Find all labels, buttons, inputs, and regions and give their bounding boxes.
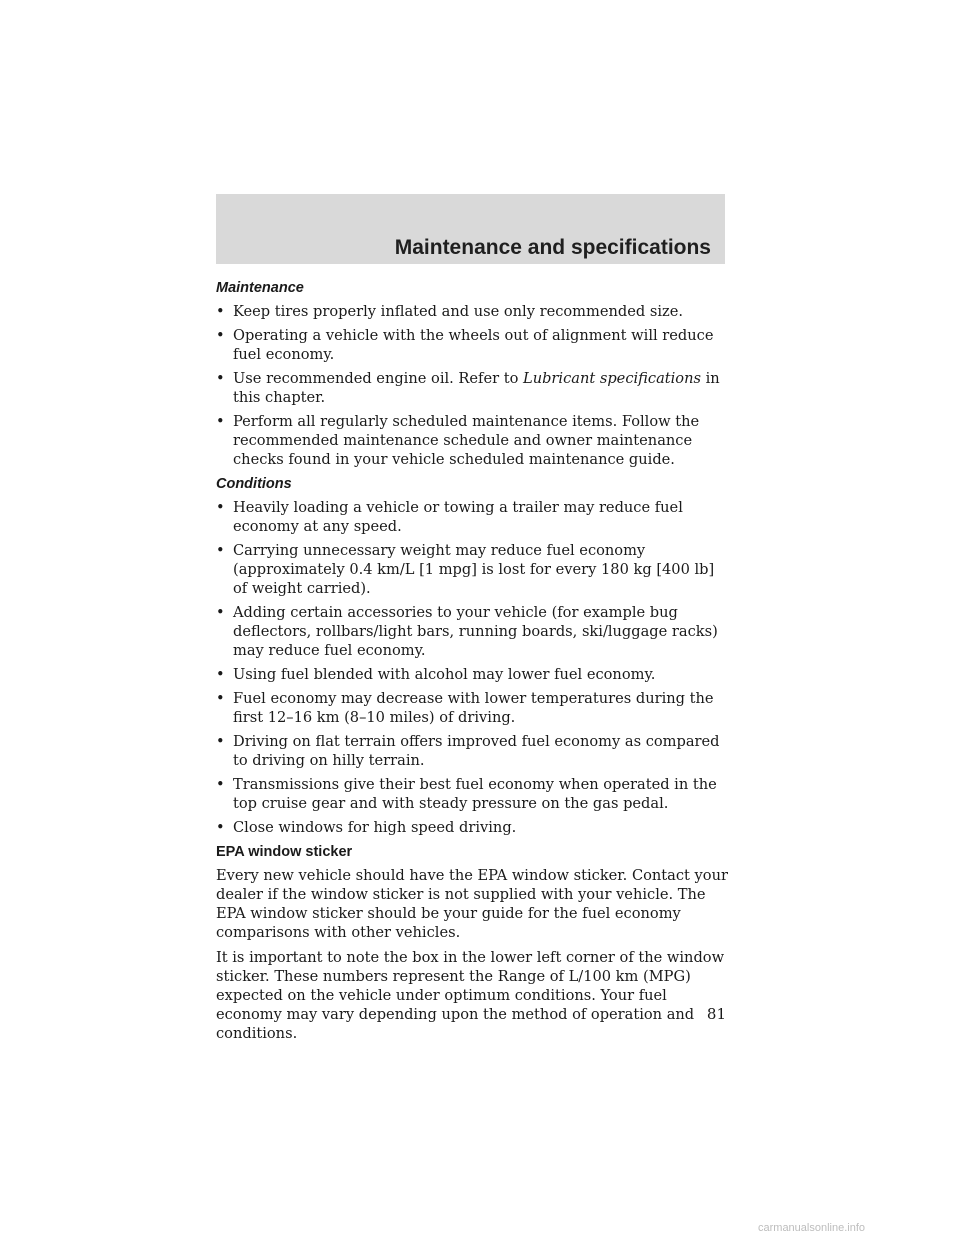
lubricant-specifications-reference: Lubricant specifications bbox=[523, 370, 701, 387]
epa-window-sticker-heading: EPA window sticker bbox=[216, 844, 353, 860]
list-item bbox=[216, 732, 728, 770]
bullet-icon: • bbox=[216, 413, 225, 430]
bullet-icon: • bbox=[216, 776, 225, 793]
maintenance-list bbox=[216, 302, 728, 469]
list-item bbox=[216, 818, 728, 837]
list-item-text: Carrying unnecessary weight may reduce fuel economy (approximately 0.4 km/L [1 mpg] is lost for every 180 kg [400 lb] of weight carried). bbox=[233, 542, 715, 597]
bullet-icon: • bbox=[216, 733, 225, 750]
epa-paragraph-1: Every new vehicle should have the EPA window sticker. Contact your dealer if the window sticker is not supplied with your vehicle. The EPA window sticker should be your guide for the fuel economy comparisons with other vehicles. bbox=[216, 867, 728, 941]
bullet-icon: • bbox=[216, 690, 225, 707]
list-item bbox=[216, 369, 728, 407]
bullet-icon: • bbox=[216, 303, 225, 320]
page-number: 81 bbox=[706, 1005, 726, 1023]
list-item bbox=[216, 326, 728, 364]
bullet-icon: • bbox=[216, 327, 225, 344]
list-item bbox=[216, 498, 728, 536]
chapter-title: Maintenance and specifications bbox=[394, 236, 711, 259]
list-item bbox=[216, 775, 728, 813]
maintenance-heading: Maintenance bbox=[216, 280, 304, 296]
list-item bbox=[216, 689, 728, 727]
bullet-icon: • bbox=[216, 819, 225, 836]
list-item-text: Fuel economy may decrease with lower temperatures during the first 12–16 km (8–10 miles) of driving. bbox=[233, 690, 714, 726]
list-item-text: Perform all regularly scheduled maintenance items. Follow the recommended maintenance schedule and owner maintenance checks found in your vehicle scheduled maintenance guide. bbox=[233, 413, 700, 468]
list-item-text: Heavily loading a vehicle or towing a trailer may reduce fuel economy at any speed. bbox=[233, 499, 683, 535]
list-item bbox=[216, 412, 728, 469]
chapter-header-band bbox=[216, 194, 725, 264]
list-item-text: Adding certain accessories to your vehicle (for example bug deflectors, rollbars/light bars, running boards, ski/luggage racks) may reduce fuel economy. bbox=[233, 604, 718, 659]
list-item bbox=[216, 665, 728, 684]
epa-paragraph-2: It is important to note the box in the lower left corner of the window sticker. These numbers represent the Range of L/100 km (MPG) expected on the vehicle under optimum conditions. Your fuel economy may vary depending upon the method of operation and conditions. bbox=[216, 949, 725, 1042]
list-item bbox=[216, 603, 728, 660]
bullet-icon: • bbox=[216, 370, 225, 387]
list-item-text-end: in this chapter. bbox=[233, 370, 720, 406]
list-item bbox=[216, 541, 728, 598]
list-item bbox=[216, 302, 728, 321]
page-content bbox=[216, 279, 728, 1049]
bullet-icon: • bbox=[216, 604, 225, 621]
list-item-text: Transmissions give their best fuel economy when operated in the top cruise gear and with steady pressure on the gas pedal. bbox=[233, 776, 717, 812]
bullet-icon: • bbox=[216, 666, 225, 683]
list-item-text: Using fuel blended with alcohol may lower fuel economy. bbox=[233, 666, 656, 683]
bullet-icon: • bbox=[216, 542, 225, 559]
list-item-text: Driving on flat terrain offers improved fuel economy as compared to driving on hilly terrain. bbox=[233, 733, 720, 769]
site-watermark: carmanualsonline.info bbox=[758, 1222, 866, 1234]
list-item-text: Keep tires properly inflated and use only recommended size. bbox=[233, 303, 683, 320]
list-item-text: Operating a vehicle with the wheels out of alignment will reduce fuel economy. bbox=[233, 327, 714, 363]
bullet-icon: • bbox=[216, 499, 225, 516]
list-item-text-start: Use recommended engine oil. Refer to bbox=[233, 370, 523, 387]
list-item-text: Close windows for high speed driving. bbox=[233, 819, 517, 836]
conditions-list bbox=[216, 498, 728, 837]
conditions-heading: Conditions bbox=[216, 476, 292, 492]
